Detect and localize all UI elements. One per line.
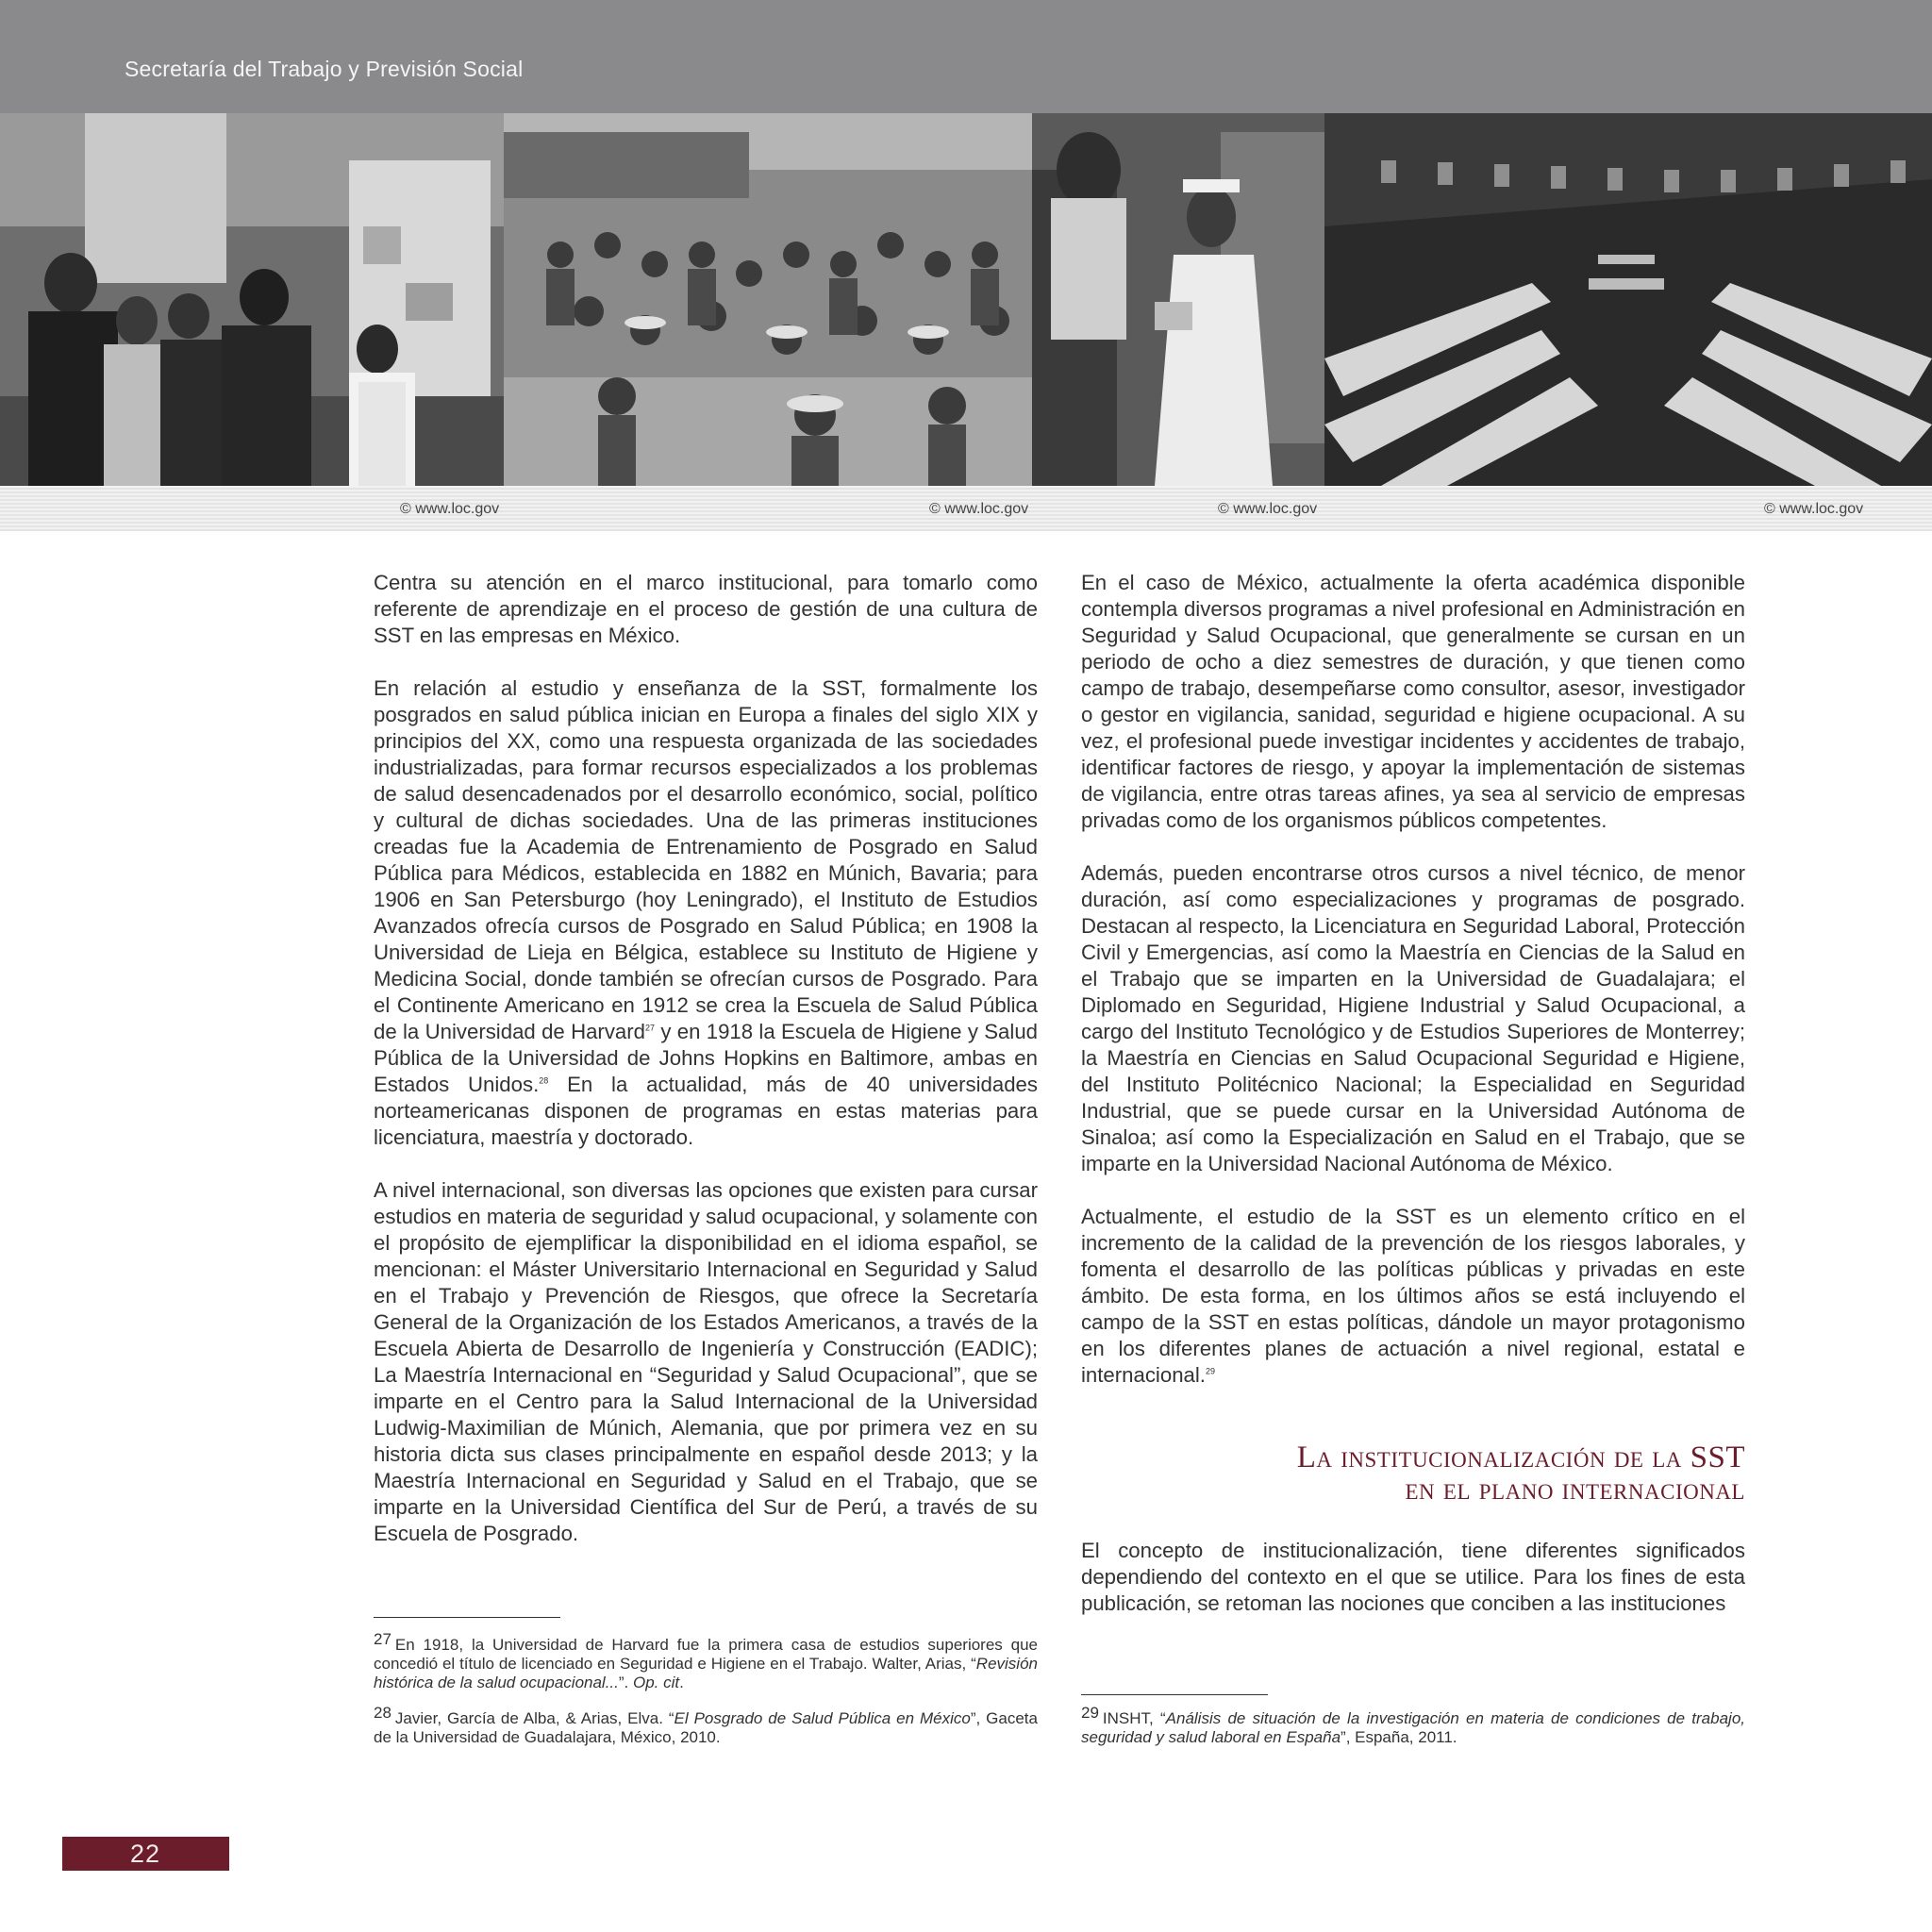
footnote-27 [374, 1630, 1038, 1692]
left-paragraph-1: Centra su atención en el marco institucional, para tomarlo como referente de aprendizaje en el proceso de gestión de una cultura de SST en las empresas en México. [374, 571, 1038, 647]
left-paragraph-2-part-b: y en 1918 la Escuela de Higiene y Salud Pública de la Universidad de Johns Hopkins en Baltimore, ambas en Estados Unidos. [374, 1020, 1038, 1096]
left-paragraph-3: A nivel internacional, son diversas las opciones que existen para cursar estudios en materia de seguridad y salud ocupacional, y solamente con el propósito de ejemplificar la disponibilidad en el idioma español, se mencionan: el Máster Universitario Internacional en Seguridad y Salud en el Trabajo y Prevención de Riesgos, que ofrece la Secretaría General de la Organización de los Estados Americanos, a través de la Escuela Abierta de Desarrollo de Ingeniería y Construcción (EADIC); La Maestría Internacional en “Seguridad y Salud Ocupacional”, que se imparte en el Centro para la Salud Internacional de la Universidad Ludwig-Maximilian de Múnich, Alemania, que por primera vez en su historia dicta sus clases principalmente en español desde 2013; y la Maestría Internacional en Seguridad y Salud en el Trabajo, que se imparte en la Universidad Científica del Sur de Perú, a través de su Escuela de Posgrado. [374, 1178, 1038, 1545]
footnote-28-number: 28 [374, 1704, 391, 1722]
section-title [1081, 1441, 1745, 1506]
footnote-28-text: Javier, García de Alba, & Arias, Elva. “ [394, 1709, 675, 1727]
photo-strip [0, 113, 1932, 486]
left-column [374, 570, 1038, 1574]
footnote-29-number: 29 [1081, 1704, 1099, 1722]
footnote-27-text: En 1918, la Universidad de Harvard fue la primera casa de estudios superiores que concedió el título de licenciado en Seguridad e Higiene en el Trabajo. Walter, Arias, “ [374, 1636, 1038, 1673]
section-title-line-2: en el plano internacional [1405, 1473, 1745, 1507]
right-paragraph-3 [1081, 1204, 1745, 1389]
photo-credit-1: © www.loc.gov [400, 501, 500, 517]
photo-credit-2: © www.loc.gov [929, 501, 1029, 517]
footnote-27-opcit: Op. cit [633, 1674, 680, 1691]
footnote-28-title: El Posgrado de Salud Pública en México [674, 1709, 971, 1727]
footnote-27-end: . [679, 1674, 684, 1691]
footnote-ref-27[interactable]: 27 [644, 1023, 655, 1033]
right-column [1081, 570, 1745, 1643]
footnote-27-number: 27 [374, 1630, 391, 1648]
footnote-27-title: Revisión histórica de la salud ocupacional... [374, 1655, 1038, 1691]
header-title: Secretaría del Trabajo y Previsión Social [125, 57, 524, 81]
photo-vaccination [0, 113, 504, 486]
section-title-line-1: La institucionalización de la SST [1296, 1441, 1745, 1474]
photo-credit-4: © www.loc.gov [1764, 501, 1864, 517]
footnote-28-text-b: ”, Gaceta de la Universidad de Guadalajara, México, 2010. [374, 1709, 1038, 1746]
left-paragraph-2 [374, 675, 1038, 1151]
footnote-27-text-b: ”. [618, 1674, 633, 1691]
photo-nurse [1032, 113, 1324, 486]
footnote-29-text: INSHT, “ [1102, 1709, 1166, 1727]
left-paragraph-2-part-a: En relación al estudio y enseñanza de la SST, formalmente los posgrados en salud pública inician en Europa a finales del siglo XIX y principios del XX, como una respuesta organizada de las sociedades industrializadas, para formar recursos especializados a los problemas de salud desencadenados por el desarrollo económico, social, político y cultural de dichas sociedades. Una de las primeras instituciones creadas fue la Academia de Entrenamiento de Posgrado en Salud Pública para Médicos, establecida en 1882 en Múnich, Bavaria; para 1906 en San Petersburgo (hoy Leningrado), el Instituto de Estudios Avanzados ofrecía cursos de Posgrado en Salud Pública; en 1908 la Universidad de Lieja en Bélgica, establece su Instituto de Higiene y Medicina Social, donde también se ofrecían cursos de Posgrado. Para el Continente Americano en 1912 se crea la Escuela de Salud Pública de la Universidad de Harvard [374, 676, 1038, 1043]
left-paragraph-2-part-c: En la actualidad, más de 40 universidades norteamericanas disponen de programas en estas materias para licenciatura, maestría y doctorado. [374, 1073, 1038, 1149]
right-paragraph-3-text: Actualmente, el estudio de la SST es un elemento crítico en el incremento de la calidad de la prevención de los riesgos laborales, y fomenta el desarrollo de las políticas públicas y privadas en este ámbito. De esta forma, en los últimos años se está incluyendo el campo de la SST en estas políticas, dándole un mayor protagonismo en los diferentes planes de actuación a nivel regional, estatal e internacional. [1081, 1205, 1745, 1387]
footnote-rule-left [374, 1617, 560, 1618]
footnote-rule-right [1081, 1694, 1268, 1695]
photo-workers-crowd [504, 113, 1032, 486]
right-paragraph-2: Además, pueden encontrarse otros cursos a nivel técnico, de menor duración, así como especializaciones y programas de posgrado. Destacan al respecto, la Licenciatura en Seguridad Laboral, Protección Civil y Emergencias, así como la Maestría en Ciencias de la Salud en el Trabajo que se imparten en la Universidad de Guadalajara; el Diplomado en Seguridad, Higiene Industrial y Salud Ocupacional, a cargo del Instituto Tecnológico y de Estudios Superiores de Monterrey; la Maestría en Ciencias en Salud Ocupacional Seguridad e Higiene, del Instituto Politécnico Nacional; la Especialidad en Seguridad Industrial, que se puede cursar en la Universidad Autónoma de Sinaloa; así como la Especialización en Salud en el Trabajo, que se imparte en la Universidad Nacional Autónoma de México. [1081, 861, 1745, 1175]
footnote-29 [1081, 1704, 1745, 1747]
right-paragraph-1: En el caso de México, actualmente la oferta académica disponible contempla diversos programas a nivel profesional en Administración en Seguridad y Salud Ocupacional, que generalmente se cursan en un periodo de ocho a diez semestres de duración, y que tienen como campo de trabajo, desempeñarse como consultor, asesor, investigador o gestor en vigilancia, sanidad, seguridad e higiene ocupacional. A su vez, el profesional puede investigar incidentes y accidentes de trabajo, identificar factores de riesgo, y apoyar la implementación de sistemas de vigilancia, entre otras tareas afines, ya sea al servicio de empresas privadas como de los organismos públicos competentes. [1081, 571, 1745, 832]
photo-credit-3: © www.loc.gov [1218, 501, 1318, 517]
footnote-29-text-b: ”, España, 2011. [1341, 1728, 1457, 1746]
page-number: 22 [130, 1840, 161, 1868]
footnote-28 [374, 1704, 1038, 1747]
footnote-29-title: Análisis de situación de la investigación en materia de condiciones de trabajo, seguridad y salud laboral en España [1081, 1709, 1745, 1746]
photo-hospital-ward [1324, 113, 1932, 486]
footnote-ref-29[interactable]: 29 [1205, 1366, 1215, 1376]
footnote-ref-28[interactable]: 28 [539, 1075, 549, 1086]
right-paragraph-4: El concepto de institucionalización, tiene diferentes significados dependiendo del contexto en el que se utilice. Para los fines de esta publicación, se retoman las nociones que conciben a las instituciones [1081, 1539, 1745, 1615]
